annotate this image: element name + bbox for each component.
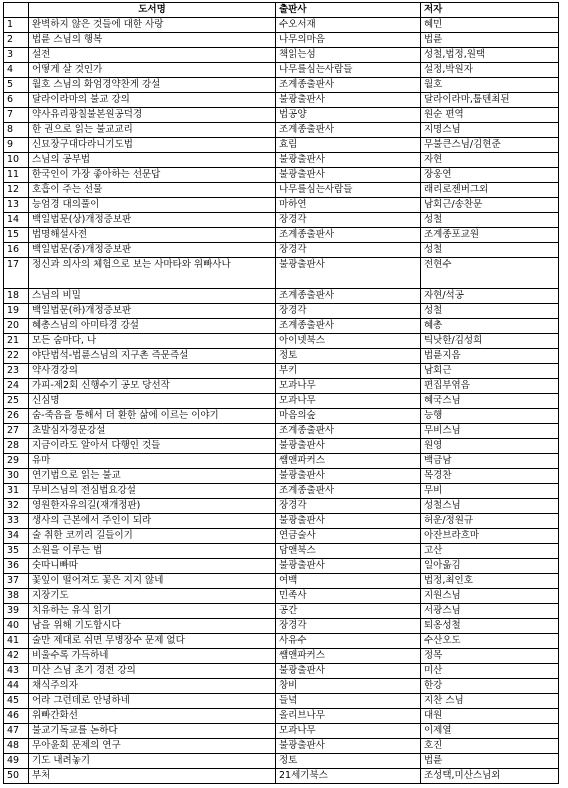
title-cell: 한 권으로 읽는 불교교리 <box>29 123 276 138</box>
title-cell: 법명해설사전 <box>29 228 276 243</box>
author-cell: 무불큰스님/김현준 <box>421 138 559 153</box>
author-cell: 법륜지음 <box>421 349 559 364</box>
publisher-cell: 불광출판사 <box>276 153 421 168</box>
table-row <box>4 424 559 439</box>
header-number <box>4 3 29 18</box>
author-cell: 남회근/송찬문 <box>421 198 559 213</box>
title-cell: 약사유리광칠불본원공덕경 <box>29 108 276 123</box>
author-cell: 혜민 <box>421 18 559 33</box>
table-row <box>4 439 559 454</box>
row-number-cell: 45 <box>4 694 29 709</box>
row-number-cell: 8 <box>4 123 29 138</box>
table-row <box>4 304 559 319</box>
publisher-cell: 여백 <box>276 574 421 589</box>
row-number-cell: 41 <box>4 634 29 649</box>
table-row <box>4 769 559 784</box>
publisher-cell: 불광출판사 <box>276 469 421 484</box>
title-cell: 지장기도 <box>29 589 276 604</box>
table-row <box>4 183 559 198</box>
row-number-cell: 43 <box>4 664 29 679</box>
author-cell: 고산 <box>421 544 559 559</box>
publisher-cell: 불광출판사 <box>276 739 421 754</box>
row-number-cell: 12 <box>4 183 29 198</box>
table-row <box>4 514 559 529</box>
table-row <box>4 724 559 739</box>
author-cell: 성철 <box>421 304 559 319</box>
publisher-cell: 모과나무 <box>276 394 421 409</box>
author-cell: 설정,박원자 <box>421 63 559 78</box>
publisher-cell: 쌤앤파커스 <box>276 454 421 469</box>
table-row <box>4 93 559 108</box>
row-number-cell: 46 <box>4 709 29 724</box>
title-cell: 백일법문(하)개정증보판 <box>29 304 276 319</box>
title-cell: 신묘장구대다라니기도법 <box>29 138 276 153</box>
title-cell: 영원한자유의길(재개정판) <box>29 499 276 514</box>
title-cell: 혜총스님의 아미타경 강설 <box>29 319 276 334</box>
author-cell: 법륜 <box>421 754 559 769</box>
publisher-cell: 마하연 <box>276 198 421 213</box>
table-row <box>4 379 559 394</box>
publisher-cell: 장경각 <box>276 243 421 258</box>
author-cell: 지찬 스님 <box>421 694 559 709</box>
author-cell: 정목 <box>421 649 559 664</box>
title-cell: 남을 위해 기도합시다 <box>29 619 276 634</box>
publisher-cell: 창비 <box>276 679 421 694</box>
row-number-cell: 5 <box>4 78 29 93</box>
title-cell: 야단법석-법륜스님의 지구촌 즉문즉설 <box>29 349 276 364</box>
row-number-cell: 10 <box>4 153 29 168</box>
author-cell: 래리로젠버그외 <box>421 183 559 198</box>
title-cell: 초발심자경문강설 <box>29 424 276 439</box>
title-cell: 유마 <box>29 454 276 469</box>
title-cell: 스님의 비밀 <box>29 289 276 304</box>
row-number-cell: 9 <box>4 138 29 153</box>
author-cell: 아잔브라흐마 <box>421 529 559 544</box>
publisher-cell: 조계종출판사 <box>276 123 421 138</box>
table-row <box>4 319 559 334</box>
title-cell: 정신과 의사의 체험으로 보는 사마타와 위빠사나 <box>29 258 276 289</box>
author-cell: 성철 <box>421 213 559 228</box>
table-row <box>4 228 559 243</box>
row-number-cell: 2 <box>4 33 29 48</box>
table-row <box>4 559 559 574</box>
table-row <box>4 78 559 93</box>
publisher-cell: 장경각 <box>276 213 421 228</box>
author-cell: 원영 <box>421 439 559 454</box>
row-number-cell: 32 <box>4 499 29 514</box>
row-number-cell: 35 <box>4 544 29 559</box>
row-number-cell: 15 <box>4 228 29 243</box>
publisher-cell: 장경각 <box>276 304 421 319</box>
row-number-cell: 11 <box>4 168 29 183</box>
table-row <box>4 709 559 724</box>
row-number-cell: 17 <box>4 258 29 289</box>
title-cell: 가피-제2회 신행수기 공모 당선작 <box>29 379 276 394</box>
table-row <box>4 18 559 33</box>
row-number-cell: 44 <box>4 679 29 694</box>
table-row <box>4 649 559 664</box>
title-cell: 불교기독교를 논하다 <box>29 724 276 739</box>
author-cell: 전현수 <box>421 258 559 289</box>
title-cell: 신심명 <box>29 394 276 409</box>
author-cell: 한강 <box>421 679 559 694</box>
title-cell: 미산 스님 초기 경전 강의 <box>29 664 276 679</box>
table-row <box>4 123 559 138</box>
title-cell: 한국인이 가장 좋아하는 선문답 <box>29 168 276 183</box>
publisher-cell: 나무를심는사람들 <box>276 63 421 78</box>
row-number-cell: 1 <box>4 18 29 33</box>
author-cell: 법륜 <box>421 33 559 48</box>
row-number-cell: 26 <box>4 409 29 424</box>
table-row <box>4 469 559 484</box>
author-cell: 혜총 <box>421 319 559 334</box>
author-cell: 자현 <box>421 153 559 168</box>
row-number-cell: 31 <box>4 484 29 499</box>
row-number-cell: 48 <box>4 739 29 754</box>
table-row <box>4 529 559 544</box>
row-number-cell: 36 <box>4 559 29 574</box>
author-cell: 조계종포교원 <box>421 228 559 243</box>
table-row <box>4 739 559 754</box>
row-number-cell: 3 <box>4 48 29 63</box>
table-row <box>4 63 559 78</box>
publisher-cell: 나무의마음 <box>276 33 421 48</box>
title-cell: 무비스님의 전심법요강설 <box>29 484 276 499</box>
author-cell: 서광스님 <box>421 604 559 619</box>
author-cell: 퇴옹성철 <box>421 619 559 634</box>
publisher-cell: 공간 <box>276 604 421 619</box>
table-row <box>4 574 559 589</box>
row-number-cell: 4 <box>4 63 29 78</box>
table-row <box>4 589 559 604</box>
publisher-cell: 조계종출판사 <box>276 484 421 499</box>
publisher-cell: 마음의숲 <box>276 409 421 424</box>
table-row <box>4 694 559 709</box>
publisher-cell: 모과나무 <box>276 724 421 739</box>
table-row <box>4 544 559 559</box>
author-cell: 성철,법정,원택 <box>421 48 559 63</box>
author-cell: 지명스님 <box>421 123 559 138</box>
publisher-cell: 사유수 <box>276 634 421 649</box>
table-row <box>4 334 559 349</box>
title-cell: 소원을 이루는 법 <box>29 544 276 559</box>
table-row <box>4 153 559 168</box>
publisher-cell: 법공양 <box>276 108 421 123</box>
title-cell: 월호 스님의 화엄경약찬게 강설 <box>29 78 276 93</box>
header-author: 저자 <box>421 3 559 18</box>
publisher-cell: 조계종출판사 <box>276 319 421 334</box>
title-cell: 기도 내려놓기 <box>29 754 276 769</box>
publisher-cell: 책읽는섬 <box>276 48 421 63</box>
author-cell: 장웅연 <box>421 168 559 183</box>
title-cell: 모든 숨마다, 나 <box>29 334 276 349</box>
author-cell: 성철스님 <box>421 499 559 514</box>
publisher-cell: 불광출판사 <box>276 258 421 289</box>
author-cell: 목경찬 <box>421 469 559 484</box>
row-number-cell: 13 <box>4 198 29 213</box>
title-cell: 숨-죽음을 통해서 더 환한 삶에 이르는 이야기 <box>29 409 276 424</box>
row-number-cell: 16 <box>4 243 29 258</box>
table-row <box>4 499 559 514</box>
author-cell: 백금남 <box>421 454 559 469</box>
author-cell: 수산오도 <box>421 634 559 649</box>
row-number-cell: 6 <box>4 93 29 108</box>
author-cell: 남회근 <box>421 364 559 379</box>
author-cell: 성철 <box>421 243 559 258</box>
row-number-cell: 25 <box>4 394 29 409</box>
table-row <box>4 138 559 153</box>
table-row <box>4 364 559 379</box>
title-cell: 어라 그런데로 안녕하네 <box>29 694 276 709</box>
publisher-cell: 나무를심는사람들 <box>276 183 421 198</box>
publisher-cell: 연금술사 <box>276 529 421 544</box>
title-cell: 능엄경 대의풀이 <box>29 198 276 213</box>
table-row <box>4 604 559 619</box>
row-number-cell: 24 <box>4 379 29 394</box>
publisher-cell: 불광출판사 <box>276 514 421 529</box>
title-cell: 설전 <box>29 48 276 63</box>
publisher-cell: 수오서재 <box>276 18 421 33</box>
title-cell: 치유하는 유식 읽기 <box>29 604 276 619</box>
title-cell: 위빠간화선 <box>29 709 276 724</box>
header-row <box>4 3 559 18</box>
publisher-cell: 조계종출판사 <box>276 424 421 439</box>
publisher-cell: 담앤북스 <box>276 544 421 559</box>
author-cell: 혜국스님 <box>421 394 559 409</box>
author-cell: 무비스님 <box>421 424 559 439</box>
publisher-cell: 장경각 <box>276 619 421 634</box>
table-row <box>4 409 559 424</box>
row-number-cell: 23 <box>4 364 29 379</box>
book-list-table <box>3 2 559 784</box>
row-number-cell: 42 <box>4 649 29 664</box>
publisher-cell: 조계종출판사 <box>276 78 421 93</box>
author-cell: 달라이라마,툽텐최된 <box>421 93 559 108</box>
table-row <box>4 243 559 258</box>
row-number-cell: 38 <box>4 589 29 604</box>
author-cell: 호진 <box>421 739 559 754</box>
row-number-cell: 21 <box>4 334 29 349</box>
title-cell: 약사경강의 <box>29 364 276 379</box>
table-row <box>4 484 559 499</box>
table-body <box>4 18 559 784</box>
title-cell: 비울수록 가득하네 <box>29 649 276 664</box>
row-number-cell: 39 <box>4 604 29 619</box>
publisher-cell: 모과나무 <box>276 379 421 394</box>
table-row <box>4 349 559 364</box>
publisher-cell: 불광출판사 <box>276 168 421 183</box>
publisher-cell: 정토 <box>276 754 421 769</box>
author-cell: 편집부엮음 <box>421 379 559 394</box>
publisher-cell: 21세기북스 <box>276 769 421 784</box>
table-row <box>4 258 559 289</box>
title-cell: 연기법으로 읽는 불교 <box>29 469 276 484</box>
title-cell: 완벽하지 않은 것들에 대한 사랑 <box>29 18 276 33</box>
title-cell: 호흡이 주는 선물 <box>29 183 276 198</box>
publisher-cell: 불광출판사 <box>276 439 421 454</box>
author-cell: 법정,최인호 <box>421 574 559 589</box>
author-cell: 조성택,미산스님외 <box>421 769 559 784</box>
title-cell: 지금이라도 알아서 다행인 것들 <box>29 439 276 454</box>
publisher-cell: 부키 <box>276 364 421 379</box>
row-number-cell: 27 <box>4 424 29 439</box>
table-row <box>4 289 559 304</box>
title-cell: 부처 <box>29 769 276 784</box>
row-number-cell: 47 <box>4 724 29 739</box>
author-cell: 미산 <box>421 664 559 679</box>
row-number-cell: 30 <box>4 469 29 484</box>
table-row <box>4 213 559 228</box>
row-number-cell: 40 <box>4 619 29 634</box>
row-number-cell: 33 <box>4 514 29 529</box>
row-number-cell: 18 <box>4 289 29 304</box>
publisher-cell: 불광출판사 <box>276 664 421 679</box>
title-cell: 어떻게 살 것인가 <box>29 63 276 78</box>
author-cell: 지원스님 <box>421 589 559 604</box>
table-row <box>4 634 559 649</box>
table-row <box>4 168 559 183</box>
row-number-cell: 19 <box>4 304 29 319</box>
title-cell: 술 취한 코끼리 길들이기 <box>29 529 276 544</box>
publisher-cell: 들녘 <box>276 694 421 709</box>
publisher-cell: 정토 <box>276 349 421 364</box>
table-row <box>4 198 559 213</box>
publisher-cell: 효림 <box>276 138 421 153</box>
author-cell: 대원 <box>421 709 559 724</box>
row-number-cell: 37 <box>4 574 29 589</box>
row-number-cell: 34 <box>4 529 29 544</box>
row-number-cell: 14 <box>4 213 29 228</box>
title-cell: 달라이라마의 불교 강의 <box>29 93 276 108</box>
author-cell: 틱낫한/김성희 <box>421 334 559 349</box>
row-number-cell: 29 <box>4 454 29 469</box>
title-cell: 법륜 스님의 행복 <box>29 33 276 48</box>
publisher-cell: 올리브나무 <box>276 709 421 724</box>
author-cell: 무비 <box>421 484 559 499</box>
title-cell: 숫따니빠따 <box>29 559 276 574</box>
publisher-cell: 아이넷북스 <box>276 334 421 349</box>
publisher-cell: 불광출판사 <box>276 559 421 574</box>
table-row <box>4 48 559 63</box>
row-number-cell: 22 <box>4 349 29 364</box>
row-number-cell: 7 <box>4 108 29 123</box>
header-publisher: 출판사 <box>276 3 421 18</box>
table-row <box>4 33 559 48</box>
author-cell: 이제열 <box>421 724 559 739</box>
author-cell: 일아옮김 <box>421 559 559 574</box>
publisher-cell: 장경각 <box>276 499 421 514</box>
title-cell: 채식주의자 <box>29 679 276 694</box>
table-row <box>4 679 559 694</box>
publisher-cell: 민족사 <box>276 589 421 604</box>
publisher-cell: 불광출판사 <box>276 93 421 108</box>
header-title: 도서명 <box>29 3 276 18</box>
row-number-cell: 20 <box>4 319 29 334</box>
row-number-cell: 49 <box>4 754 29 769</box>
publisher-cell: 조계종출판사 <box>276 289 421 304</box>
author-cell: 원순 편역 <box>421 108 559 123</box>
title-cell: 술만 제대로 쉬면 무병장수 문제 없다 <box>29 634 276 649</box>
table-row <box>4 394 559 409</box>
table-row <box>4 754 559 769</box>
title-cell: 백일법문(중)개정증보판 <box>29 243 276 258</box>
author-cell: 허운/정원규 <box>421 514 559 529</box>
publisher-cell: 쌤앤파커스 <box>276 649 421 664</box>
table-row <box>4 664 559 679</box>
author-cell: 능행 <box>421 409 559 424</box>
table-row <box>4 619 559 634</box>
table-row <box>4 454 559 469</box>
title-cell: 무아윤회 문제의 연구 <box>29 739 276 754</box>
author-cell: 월호 <box>421 78 559 93</box>
title-cell: 꽃잎이 떨어져도 꽃은 지지 않네 <box>29 574 276 589</box>
author-cell: 자현/석공 <box>421 289 559 304</box>
row-number-cell: 28 <box>4 439 29 454</box>
row-number-cell: 50 <box>4 769 29 784</box>
publisher-cell: 조계종출판사 <box>276 228 421 243</box>
title-cell: 생사의 근본에서 주인이 되라 <box>29 514 276 529</box>
table-row <box>4 108 559 123</box>
title-cell: 백일법문(상)개정증보판 <box>29 213 276 228</box>
title-cell: 스님의 공부법 <box>29 153 276 168</box>
